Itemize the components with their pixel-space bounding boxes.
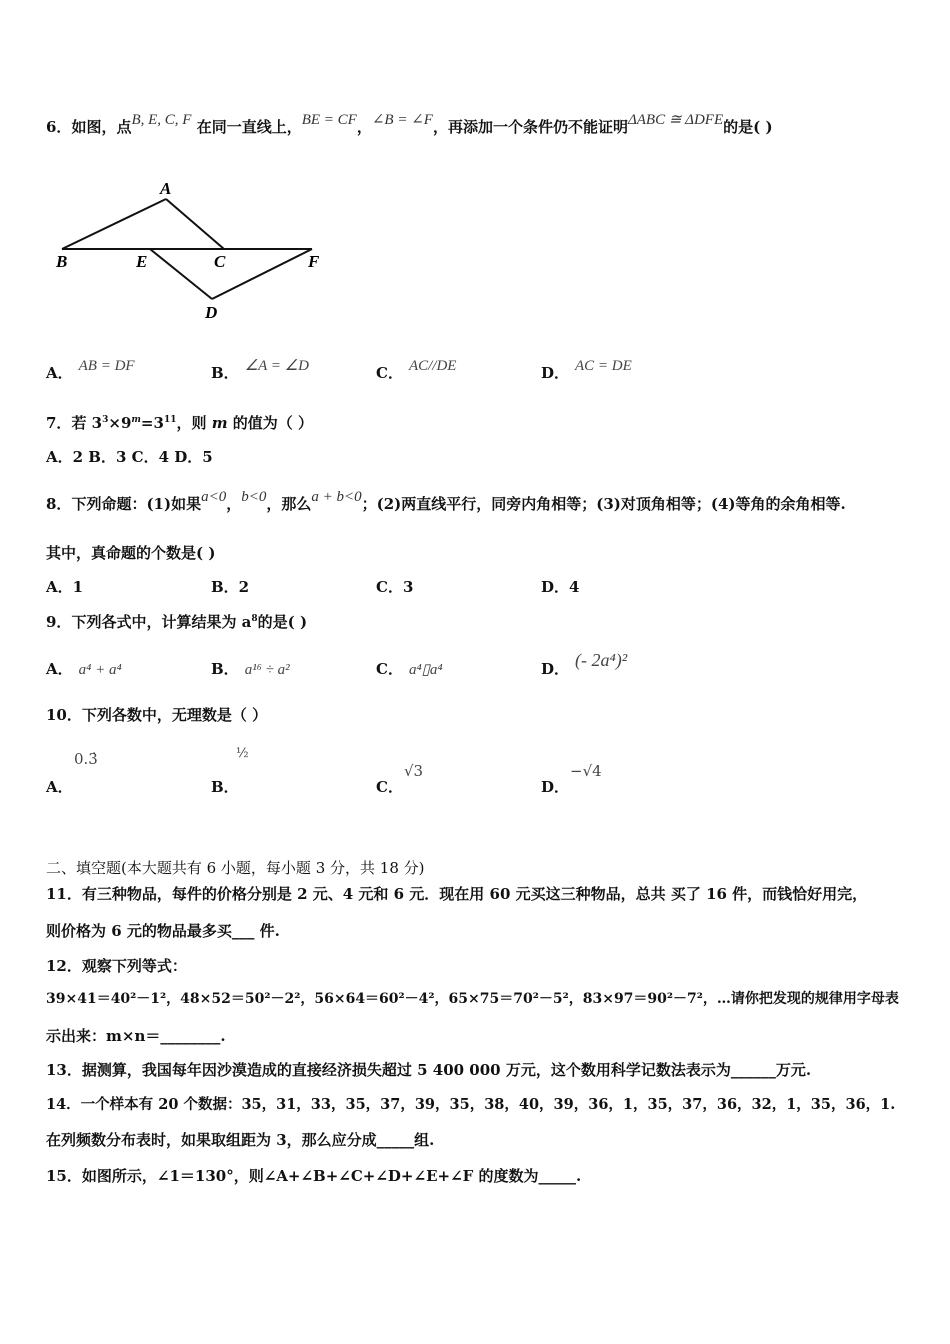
q8-option-d[interactable]: D．4	[541, 578, 580, 596]
q8-option-b[interactable]: B．2	[211, 578, 250, 596]
q6-option-a[interactable]: A． AB = DF	[46, 358, 135, 382]
point-c-label: C	[214, 252, 226, 271]
q10-option-c[interactable]: C．	[376, 778, 403, 796]
q10-option-d[interactable]: D．	[541, 778, 570, 796]
point-a-label: A	[160, 179, 172, 198]
point-f-label: F	[308, 252, 320, 271]
q10-option-c-expr: √3	[404, 762, 424, 780]
q10-option-b-expr: ½	[236, 746, 249, 761]
q9-option-a[interactable]: A． a⁴ + a⁴	[46, 660, 122, 678]
q9-stem: 9．下列各式中，计算结果为 $a^8$的是( )	[46, 613, 308, 631]
q9-option-b[interactable]: B． a¹⁶ ÷ a²	[211, 660, 290, 678]
q8-option-a[interactable]: A．1	[46, 578, 84, 596]
q15-text: 15．如图所示，∠1＝130°，则∠A+∠B+∠C+∠D+∠E+∠F 的度数为_____.	[46, 1167, 582, 1185]
q14-line-1: 14．一个样本有 20 个数据：35，31，33，35，37，39，35，38，40，39，36，1，35，37，36，32，1，35，36，1.	[46, 1096, 896, 1113]
q12-line-3: 示出来：m×n＝________.	[46, 1027, 226, 1045]
q7-stem: 7．若 $3^3\times 9^m=3^{11}$，则 m 的值为（ ）	[46, 414, 314, 432]
q8-question-line: 其中，真命题的个数是( )	[46, 544, 216, 562]
q9-option-d[interactable]: D． (- 2a⁴)²	[541, 650, 628, 678]
point-b-label: B	[56, 252, 68, 271]
q10-stem: 10．下列各数中，无理数是（ ）	[46, 706, 268, 724]
q8-option-c[interactable]: C．3	[376, 578, 414, 596]
point-d-label: D	[205, 303, 218, 322]
q6-option-c[interactable]: C． AC//DE	[376, 358, 457, 382]
q8-stem: 8．下列命题：(1)如果a<0，b<0，那么a + b<0；(2)两直线平行，同旁内角相等；(3)对顶角相等；(4)等角的余角相等.	[46, 489, 846, 513]
q10-option-a-expr: 0.3̇	[74, 750, 98, 768]
q9-option-c[interactable]: C． a⁴▯a⁴	[376, 660, 443, 678]
q6-number: 6．	[46, 118, 72, 136]
q10-option-d-expr: −√4	[570, 762, 602, 780]
q6-stem: 6．如图，点B, E, C, F 在同一直线上，BE = CF，∠B = ∠F，再添加一个条件仍不能证明ΔABC ≅ ΔDFE的是( )	[46, 112, 773, 136]
q10-option-a[interactable]: A．	[46, 778, 73, 796]
point-e-label: E	[136, 252, 148, 271]
q7-options[interactable]: A．2 B．3 C．4 D．5	[46, 448, 213, 466]
q13-text: 13．据测算，我国每年因沙漠造成的直接经济损失超过 5 400 000 万元，这个数用科学记数法表示为______万元.	[46, 1061, 812, 1079]
q11-line-2: 则价格为 6 元的物品最多买___ 件.	[46, 922, 280, 940]
q6-triangle-figure	[50, 175, 340, 325]
q12-line-1: 12．观察下列等式：	[46, 957, 187, 975]
q11-line-1: 11．有三种物品，每件的价格分别是 2 元、4 元和 6 元．现在用 60 元买这三种物品，总共 买了 16 件，而钱恰好用完，	[46, 885, 868, 903]
q10-option-b[interactable]: B．	[211, 778, 239, 796]
q14-line-2: 在列频数分布表时，如果取组距为 3，那么应分成_____组.	[46, 1131, 435, 1149]
q6-option-d[interactable]: D． AC = DE	[541, 358, 632, 382]
q12-equations: 39×41＝40²－1²，48×52＝50²－2²，56×64＝60²－4²，65×75＝70²－5²，83×97＝90²－7²，…请你把发现的规律用字母表	[46, 991, 899, 1007]
q6-option-b[interactable]: B． ∠A = ∠D	[211, 358, 309, 382]
section-2-heading: 二、填空题(本大题共有 6 小题，每小题 3 分，共 18 分)	[46, 859, 425, 877]
